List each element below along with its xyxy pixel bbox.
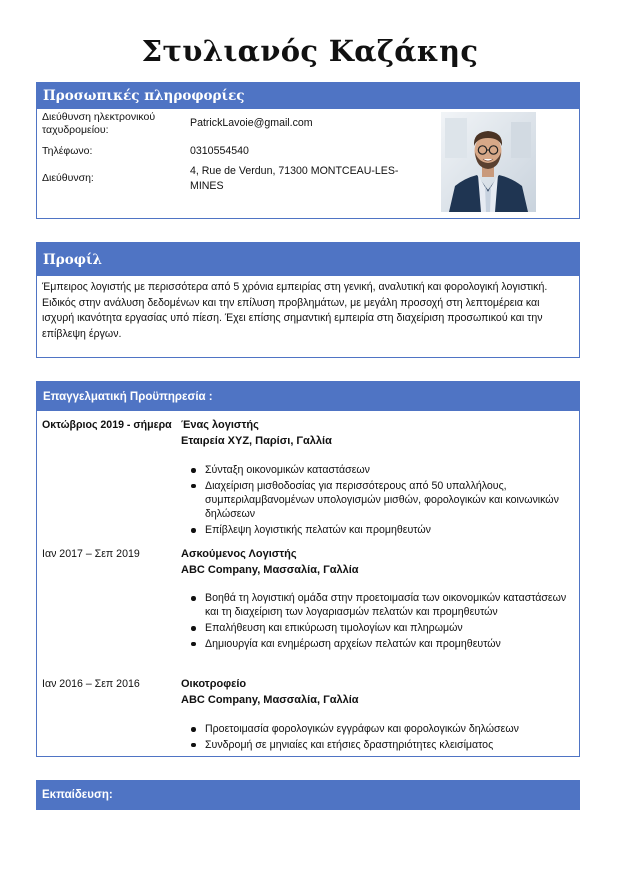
personal-info-heading: Προσωπικές πληροφορίες bbox=[37, 83, 579, 109]
personal-info-section bbox=[36, 82, 580, 219]
job-bullet: Διαχείριση μισθοδοσίας για περισσότερους από 50 υπαλλήλους, συμπεριλαμβανομένων υπολογισμών μισθών, φορολογικών και κοινωνικών δηλώσεων bbox=[205, 479, 575, 522]
job-company: ABC Company, Μασσαλία, Γαλλία bbox=[181, 564, 359, 576]
email-label: Διεύθυνση ηλεκτρονικού ταχυδρομείου: bbox=[42, 111, 156, 136]
job-bullets bbox=[181, 463, 575, 539]
education-heading: Εκπαίδευση: bbox=[36, 780, 580, 810]
phone-value: 0310554540 bbox=[190, 145, 249, 157]
job-bullet: Επίβλεψη λογιστικής πελατών και προμηθευτών bbox=[205, 523, 575, 537]
email-value: PatrickLavoie@gmail.com bbox=[190, 117, 313, 129]
job-bullet: Προετοιμασία φορολογικών εγγράφων και φορολογικών δηλώσεων bbox=[205, 722, 575, 736]
education-section bbox=[36, 780, 580, 810]
job-bullet: Βοηθά τη λογιστική ομάδα στην προετοιμασία των οικονομικών καταστάσεων και τη διαχείριση των λογαριασμών πελατών και προμηθευτών bbox=[205, 591, 575, 619]
profile-heading: Προφίλ bbox=[37, 243, 579, 276]
job-bullets bbox=[181, 722, 575, 754]
resume-name: Στυλιανός Καζάκης bbox=[141, 34, 479, 68]
profile-text: Έμπειρος λογιστής με περισσότερα από 5 χρόνια εμπειρίας στη γενική, αναλυτική και φορολογική λογιστική. Ειδικός στην ανάλυση δεδομένων και την επίλυση προβλημάτων, με μεγάλη προσοχή στη λεπτομέρεια και ισχυρή ικανότητα εργασίας υπό πίεση. Έχει επίσης σημαντική εμπειρία στη διαχείριση προσωπικού και την επίβλεψη έργων. bbox=[42, 281, 548, 340]
job-title: Ένας λογιστής bbox=[181, 419, 259, 431]
job-company: ABC Company, Μασσαλία, Γαλλία bbox=[181, 694, 359, 706]
job-title: Οικοτροφείο bbox=[181, 678, 247, 690]
experience-section bbox=[36, 381, 580, 757]
profile-photo bbox=[441, 112, 536, 212]
job-title: Ασκούμενος Λογιστής bbox=[181, 548, 297, 560]
experience-heading: Επαγγελματική Προϋπηρεσία : bbox=[37, 382, 579, 411]
job-dates: Ιαν 2016 – Σεπ 2016 bbox=[42, 678, 140, 690]
job-bullet: Σύνταξη οικονομικών καταστάσεων bbox=[205, 463, 575, 477]
job-bullet: Δημιουργία και ενημέρωση αρχείων πελατών και προμηθευτών bbox=[205, 637, 575, 651]
phone-label: Τηλέφωνο: bbox=[42, 145, 93, 157]
job-bullet: Επαλήθευση και επικύρωση τιμολογίων και πληρωμών bbox=[205, 621, 575, 635]
job-bullets bbox=[181, 591, 575, 653]
address-value: 4, Rue de Verdun, 71300 MONTCEAU-LES-MINES bbox=[190, 165, 399, 192]
job-bullet: Συνδρομή σε μηνιαίες και ετήσιες δραστηριότητες κλεισίματος bbox=[205, 738, 575, 752]
job-dates: Ιαν 2017 – Σεπ 2019 bbox=[42, 548, 140, 560]
job-company: Εταιρεία XYZ, Παρίσι, Γαλλία bbox=[181, 435, 332, 447]
profile-section bbox=[36, 242, 580, 358]
address-label: Διεύθυνση: bbox=[42, 172, 94, 184]
job-dates: Οκτώβριος 2019 - σήμερα bbox=[42, 419, 172, 431]
